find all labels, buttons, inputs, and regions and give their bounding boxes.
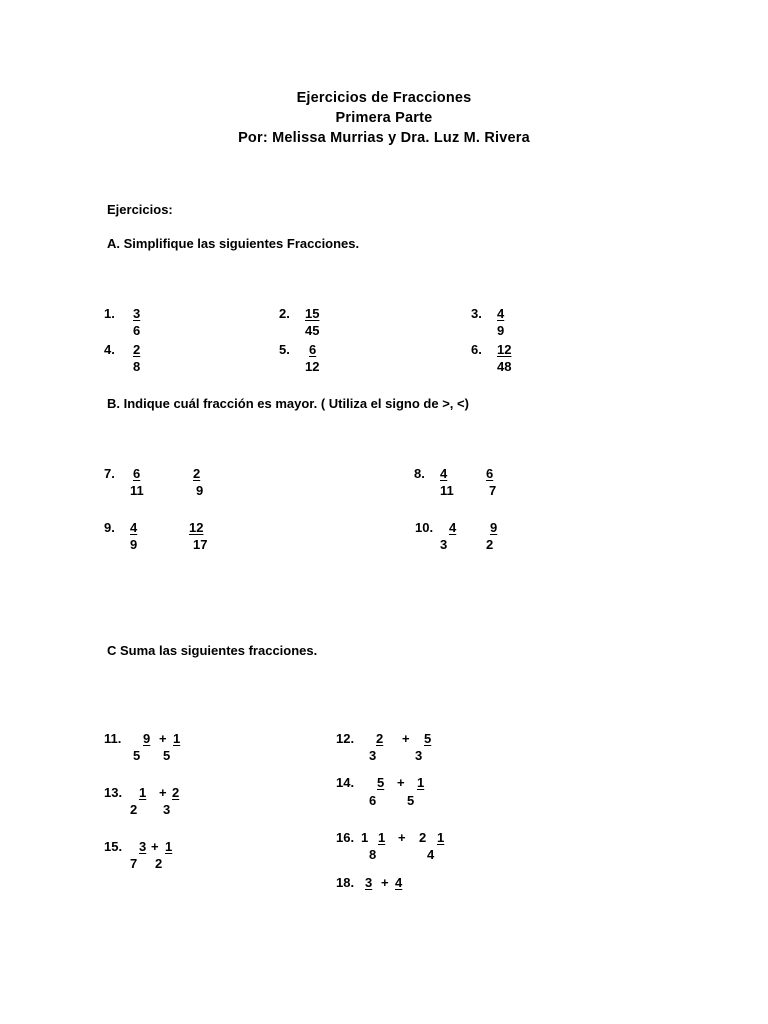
denominator: 48 (497, 359, 512, 374)
denominator-1: 3 (440, 537, 448, 552)
denominator-2: 2 (155, 856, 163, 871)
numerator-2: 6 (486, 466, 494, 481)
problem-number: 9. (104, 520, 115, 535)
numerator-2: 1 (173, 731, 181, 746)
document-title: Ejercicios de Fracciones (296, 90, 472, 106)
document-subtitle: Primera Parte (335, 110, 433, 126)
problem-number: 4. (104, 342, 115, 357)
operator: + (159, 785, 167, 800)
denominator-1: 2 (130, 802, 138, 817)
numerator-1: 1 (378, 830, 386, 845)
numerator: 15 (305, 306, 320, 321)
problem-number: 15. (104, 839, 123, 854)
numerator-1: 2 (376, 731, 384, 746)
denominator: 9 (497, 323, 505, 338)
numerator-2: 12 (189, 520, 204, 535)
problem-number: 8. (414, 466, 425, 481)
denominator-1: 3 (369, 748, 377, 763)
operator: + (402, 731, 410, 746)
numerator-1: 4 (130, 520, 138, 535)
numerator-1: 3 (365, 875, 373, 890)
denominator: 8 (133, 359, 141, 374)
numerator: 4 (497, 306, 505, 321)
denominator-1: 5 (133, 748, 141, 763)
numerator-2: 2 (193, 466, 201, 481)
numerator-2: 1 (437, 830, 445, 845)
numerator-1: 6 (133, 466, 141, 481)
denominator-2: 5 (407, 793, 415, 808)
problem-number: 5. (279, 342, 290, 357)
numerator: 2 (133, 342, 141, 357)
numerator: 12 (497, 342, 512, 357)
denominator-1: 8 (369, 847, 377, 862)
numerator-2: 1 (417, 775, 425, 790)
problem-number: 6. (471, 342, 482, 357)
whole-number-1: 1 (361, 830, 369, 845)
problem-number: 1. (104, 306, 115, 321)
denominator-2: 2 (486, 537, 494, 552)
denominator-2: 4 (427, 847, 435, 862)
problem-number: 13. (104, 785, 123, 800)
denominator-1: 11 (440, 483, 454, 498)
numerator-2: 5 (424, 731, 432, 746)
denominator-2: 3 (163, 802, 171, 817)
numerator-1: 5 (377, 775, 385, 790)
problem-number: 2. (279, 306, 290, 321)
denominator-1: 6 (369, 793, 377, 808)
section-b-heading: B. Indique cuál fracción es mayor. ( Utiliza el signo de >, <) (107, 396, 469, 411)
document-authors: Por: Melissa Murrias y Dra. Luz M. Rivera (238, 130, 530, 146)
problem-number: 14. (336, 775, 355, 790)
problem-number: 11. (104, 731, 122, 746)
operator: + (381, 875, 389, 890)
denominator-1: 9 (130, 537, 138, 552)
exercises-label: Ejercicios: (107, 202, 173, 217)
denominator-2: 7 (489, 483, 497, 498)
denominator-1: 11 (130, 483, 144, 498)
numerator-2: 9 (490, 520, 498, 535)
numerator-1: 9 (143, 731, 151, 746)
numerator-1: 3 (139, 839, 147, 854)
denominator-1: 7 (130, 856, 138, 871)
denominator-2: 5 (163, 748, 171, 763)
numerator-1: 1 (139, 785, 147, 800)
operator: + (397, 775, 405, 790)
operator: + (159, 731, 167, 746)
numerator: 3 (133, 306, 141, 321)
denominator-2: 17 (193, 537, 208, 552)
numerator-1: 4 (449, 520, 457, 535)
problem-number: 7. (104, 466, 115, 481)
problem-number: 16. (336, 830, 355, 845)
numerator: 6 (309, 342, 317, 357)
denominator: 45 (305, 323, 320, 338)
operator: + (398, 830, 406, 845)
section-a-heading: A. Simplifique las siguientes Fracciones. (107, 236, 360, 251)
denominator: 6 (133, 323, 141, 338)
problem-number: 10. (415, 520, 434, 535)
numerator-2: 1 (165, 839, 173, 854)
denominator: 12 (305, 359, 320, 374)
numerator-2: 2 (172, 785, 180, 800)
denominator-2: 9 (196, 483, 204, 498)
problem-number: 3. (471, 306, 482, 321)
problem-number: 18. (336, 875, 355, 890)
whole-number-2: 2 (419, 830, 427, 845)
denominator-2: 3 (415, 748, 423, 763)
section-c-heading: C Suma las siguientes fracciones. (107, 643, 318, 658)
problem-number: 12. (336, 731, 355, 746)
numerator-2: 4 (395, 875, 403, 890)
operator: + (151, 839, 159, 854)
numerator-1: 4 (440, 466, 448, 481)
